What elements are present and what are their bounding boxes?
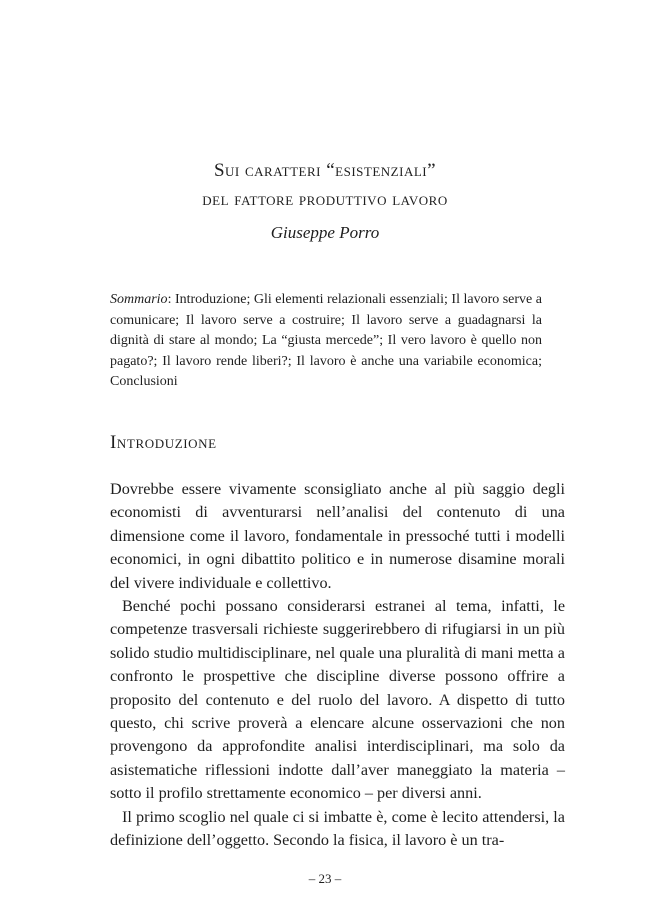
summary-label: Sommario	[110, 292, 168, 307]
article-author: Giuseppe Porro	[270, 223, 380, 242]
paragraph: Il primo scoglio nel quale ci si imbatte è, come è lecito attendersi, la definizione dell’oggetto. Secondo la fisica, il lavoro è un tra-	[110, 807, 565, 850]
body-text	[110, 478, 565, 853]
paragraph: Benché pochi possano considerarsi estranei al tema, infatti, le competenze trasversali richieste suggerirebbero di rifugiarsi in un più solido studio multidisciplinare, nel quale una pluralità di mani metta a confronto le prospettive che discipline diverse possono offrire a proposito del contenuto e del ruolo del lavoro. A dispetto di tutto questo, chi scrive proverà a elencare alcune osservazioni che non provengono da approfondite analisi interdisciplinari, ma solo da asistematiche riflessioni indotte dall’aver maneggiato la materia – sotto il profilo strettamente economico – per diversi anni.	[110, 597, 565, 803]
summary-text: : Introduzione; Gli elementi relazionali essenziali; Il lavoro serve a comunicare; Il lavoro serve a costruire; Il lavoro serve a guadagnarsi la dignità di stare al mondo; La “giusta mercede”; Il vero lavoro è quello non pagato?; Il lavoro rende liberi?; Il lavoro è anche una variabile economica; Conclusioni	[110, 292, 542, 389]
paragraph: Dovrebbe essere vivamente sconsigliato anche al più saggio degli economisti di avventurarsi nell’analisi del contenuto di una dimensione come il lavoro, fondamentale in pressoché tutti i modelli economici, in ogni dibattito politico e in numerose disamine morali del vivere individuale e collettivo.	[110, 480, 565, 592]
section-heading: Introduzione	[110, 432, 217, 453]
article-title-line-2: del fattore produttivo lavoro	[202, 189, 448, 210]
summary	[110, 290, 542, 393]
article-title-line-1: Sui caratteri “esistenziali”	[213, 160, 437, 181]
page-number: – 23 –	[308, 871, 342, 886]
